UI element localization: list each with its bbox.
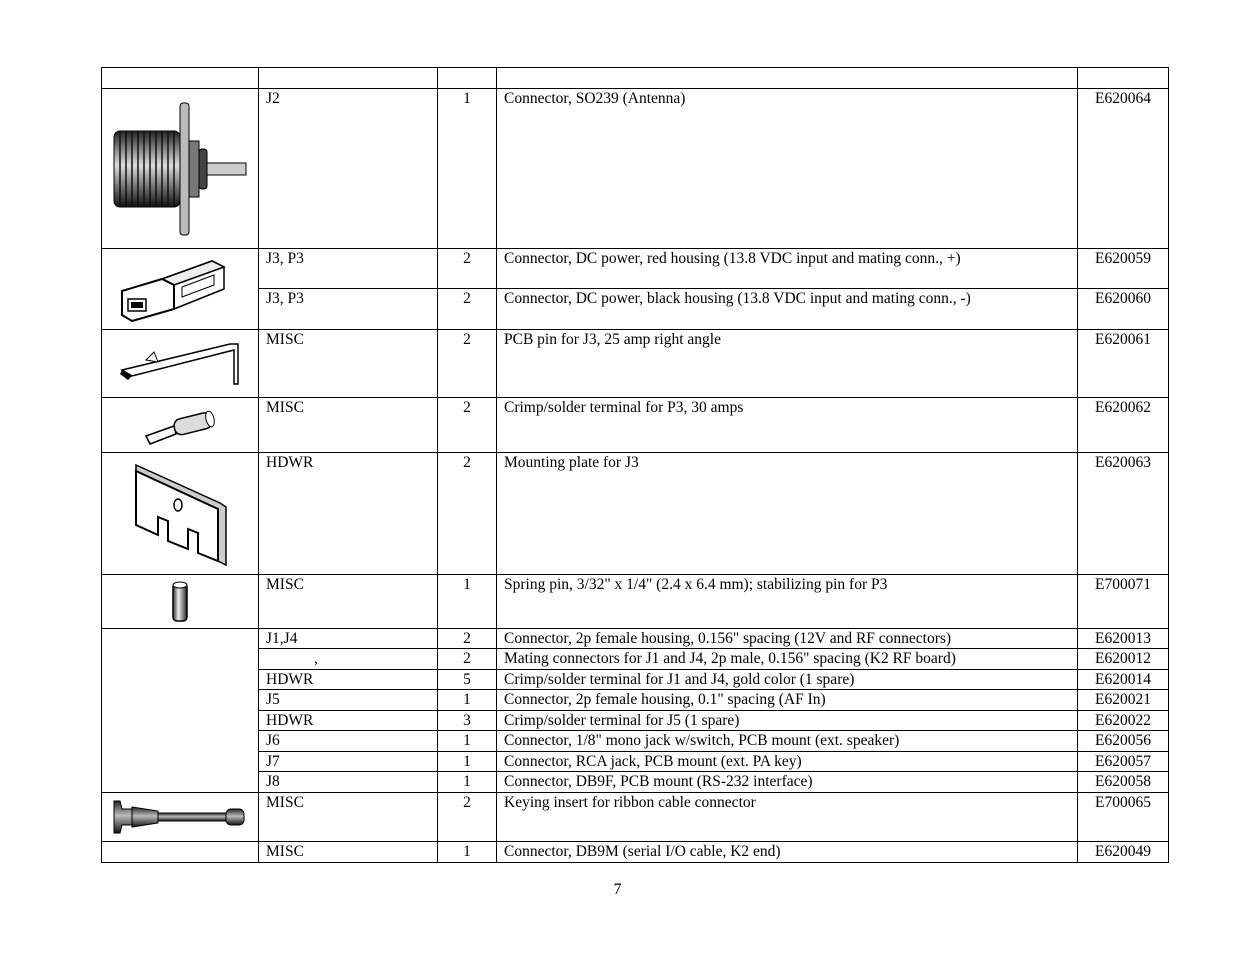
qty-cell: 2 (438, 629, 497, 649)
qty-cell: 2 (438, 330, 497, 398)
image-cell (102, 793, 259, 842)
desc-cell: Keying insert for ribbon cable connector (497, 793, 1078, 842)
image-cell (102, 629, 259, 793)
qty-cell: 1 (438, 731, 497, 752)
header-cell (438, 68, 497, 89)
desc-cell: Connector, DC power, red housing (13.8 VDC input and mating conn., +) (497, 249, 1078, 289)
mounting-plate-icon (102, 453, 259, 575)
desc-cell: Connector, SO239 (Antenna) (497, 89, 1078, 249)
ref-cell: J1,J4 (259, 629, 438, 649)
table-row (102, 453, 1169, 575)
qty-cell: 1 (438, 89, 497, 249)
qty-cell: 1 (438, 842, 497, 863)
desc-cell: Connector, 2p female housing, 0.156" spacing (12V and RF connectors) (497, 629, 1078, 649)
desc-cell: Connector, DB9M (serial I/O cable, K2 end) (497, 842, 1078, 863)
ref-cell: J2 (259, 89, 438, 249)
part-cell: E620021 (1078, 690, 1169, 711)
image-cell (102, 453, 259, 575)
qty-cell: 2 (438, 398, 497, 453)
qty-cell: 2 (438, 649, 497, 670)
qty-cell: 2 (438, 249, 497, 289)
table-row (102, 793, 1169, 842)
table-row (102, 731, 1169, 752)
header-row (102, 68, 1169, 89)
ref-cell: , (259, 649, 438, 670)
so239-connector-icon (102, 89, 259, 249)
part-cell: E620060 (1078, 289, 1169, 330)
table-row (102, 330, 1169, 398)
pcb-pin-icon (102, 330, 259, 398)
ref-cell: HDWR (259, 711, 438, 731)
table-row (102, 842, 1169, 863)
table-row (102, 690, 1169, 711)
crimp-terminal-icon (102, 398, 259, 453)
part-cell: E620014 (1078, 670, 1169, 690)
ref-cell: J5 (259, 690, 438, 711)
part-cell: E620059 (1078, 249, 1169, 289)
ref-cell: J8 (259, 772, 438, 793)
ref-cell: MISC (259, 842, 438, 863)
table-row (102, 289, 1169, 330)
parts-list-table (101, 67, 1169, 863)
desc-cell: Connector, DB9F, PCB mount (RS-232 interface) (497, 772, 1078, 793)
desc-cell: Spring pin, 3/32" x 1/4" (2.4 x 6.4 mm); stabilizing pin for P3 (497, 575, 1078, 629)
desc-cell: Connector, 1/8" mono jack w/switch, PCB mount (ext. speaker) (497, 731, 1078, 752)
image-cell (102, 842, 259, 863)
ref-cell: MISC (259, 330, 438, 398)
qty-cell: 1 (438, 575, 497, 629)
spring-pin-icon (102, 575, 259, 629)
desc-cell: PCB pin for J3, 25 amp right angle (497, 330, 1078, 398)
image-cell (102, 330, 259, 398)
ref-cell: MISC (259, 793, 438, 842)
ref-cell: MISC (259, 575, 438, 629)
header-cell (102, 68, 259, 89)
image-cell (102, 249, 259, 330)
desc-cell: Crimp/solder terminal for J5 (1 spare) (497, 711, 1078, 731)
ref-cell: J6 (259, 731, 438, 752)
image-cell (102, 398, 259, 453)
qty-cell: 3 (438, 711, 497, 731)
header-cell (259, 68, 438, 89)
ref-cell: J3, P3 (259, 289, 438, 330)
part-cell: E620056 (1078, 731, 1169, 752)
qty-cell: 1 (438, 752, 497, 772)
part-cell: E620063 (1078, 453, 1169, 575)
desc-cell: Connector, DC power, black housing (13.8 VDC input and mating conn., -) (497, 289, 1078, 330)
table-row (102, 772, 1169, 793)
part-cell: E700071 (1078, 575, 1169, 629)
table-row (102, 752, 1169, 772)
desc-cell: Mounting plate for J3 (497, 453, 1078, 575)
header-cell (1078, 68, 1169, 89)
ref-cell: J3, P3 (259, 249, 438, 289)
image-cell (102, 575, 259, 629)
desc-cell: Connector, RCA jack, PCB mount (ext. PA key) (497, 752, 1078, 772)
desc-cell: Crimp/solder terminal for J1 and J4, gold color (1 spare) (497, 670, 1078, 690)
qty-cell: 5 (438, 670, 497, 690)
desc-cell: Connector, 2p female housing, 0.1" spacing (AF In) (497, 690, 1078, 711)
ref-cell: J7 (259, 752, 438, 772)
part-cell: E620057 (1078, 752, 1169, 772)
qty-cell: 2 (438, 453, 497, 575)
table-row (102, 575, 1169, 629)
table-row (102, 649, 1169, 670)
desc-cell: Crimp/solder terminal for P3, 30 amps (497, 398, 1078, 453)
desc-cell: Mating connectors for J1 and J4, 2p male, 0.156" spacing (K2 RF board) (497, 649, 1078, 670)
page-number: 7 (613, 881, 622, 898)
part-cell: E700065 (1078, 793, 1169, 842)
dc-power-connector-icon (102, 249, 259, 330)
table-row (102, 89, 1169, 249)
table-row (102, 249, 1169, 289)
part-cell: E620064 (1078, 89, 1169, 249)
qty-cell: 1 (438, 772, 497, 793)
ref-cell: HDWR (259, 453, 438, 575)
part-cell: E620013 (1078, 629, 1169, 649)
table-row (102, 670, 1169, 690)
header-cell (497, 68, 1078, 89)
keying-insert-icon (102, 793, 259, 842)
part-cell: E620022 (1078, 711, 1169, 731)
table-row (102, 398, 1169, 453)
part-cell: E620049 (1078, 842, 1169, 863)
ref-cell: MISC (259, 398, 438, 453)
part-cell: E620058 (1078, 772, 1169, 793)
part-cell: E620012 (1078, 649, 1169, 670)
table-row (102, 629, 1169, 649)
ref-cell: HDWR (259, 670, 438, 690)
qty-cell: 2 (438, 793, 497, 842)
part-cell: E620061 (1078, 330, 1169, 398)
image-cell (102, 89, 259, 249)
part-cell: E620062 (1078, 398, 1169, 453)
qty-cell: 1 (438, 690, 497, 711)
qty-cell: 2 (438, 289, 497, 330)
table-row (102, 711, 1169, 731)
